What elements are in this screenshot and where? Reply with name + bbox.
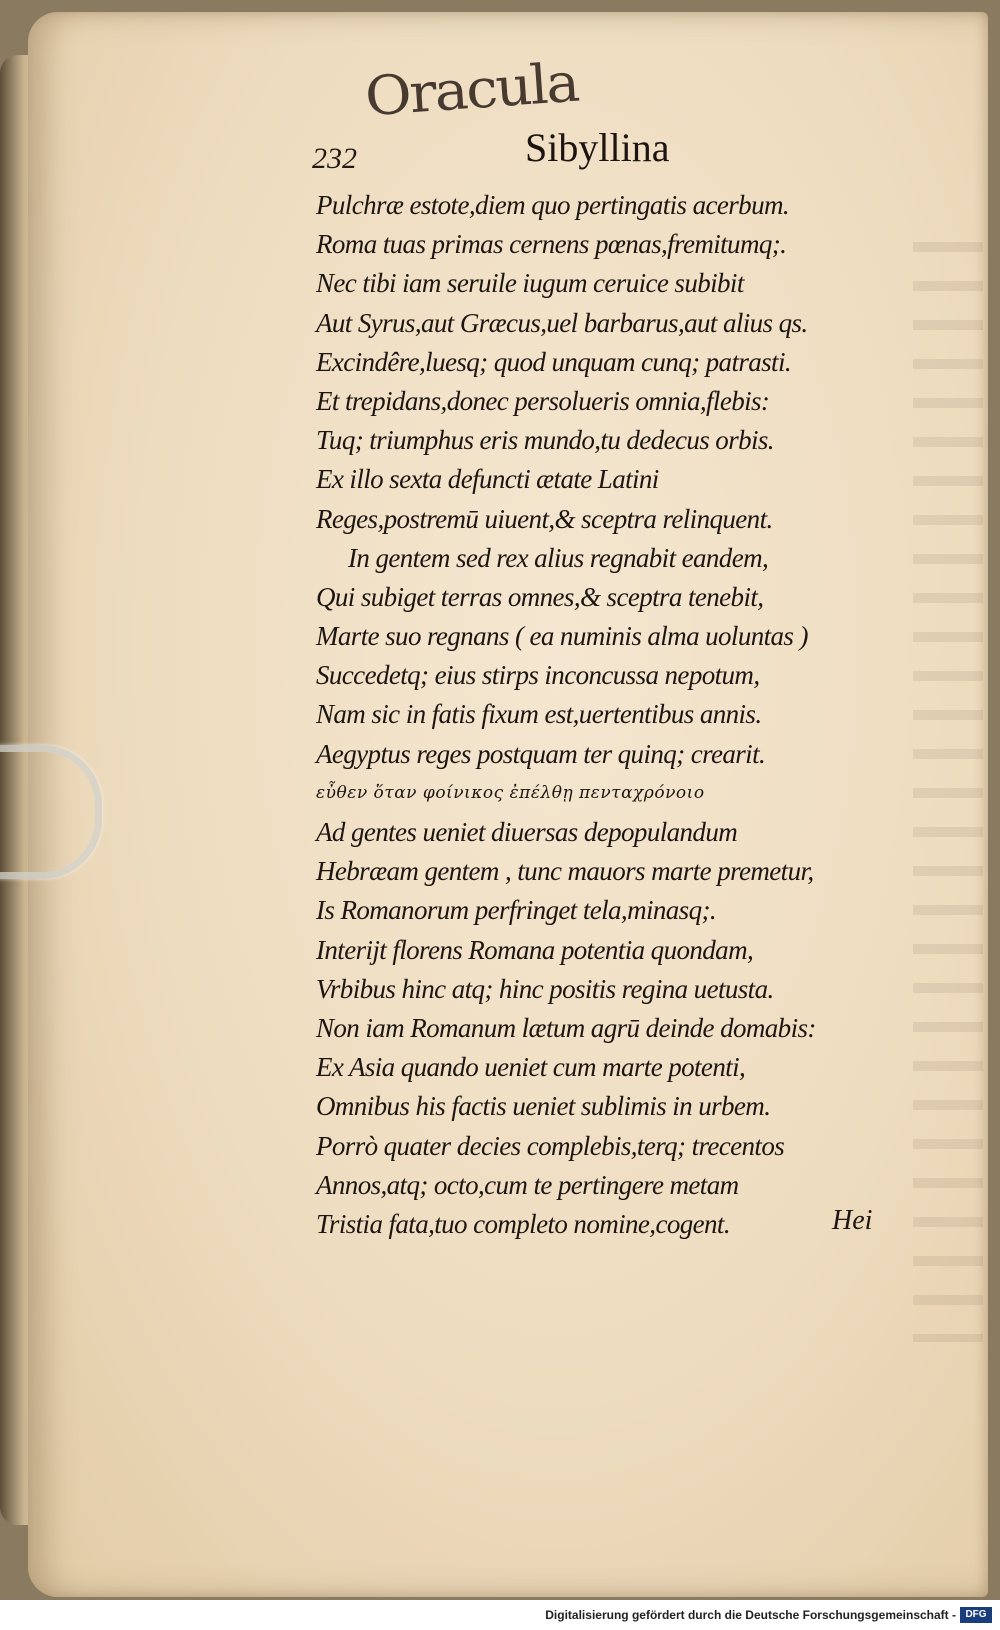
verse-line: Pulchræ estote,diem quo pertingatis acerbum.: [316, 190, 790, 220]
verse-line: Ex illo sexta defuncti ætate Latini: [316, 464, 659, 495]
verse-line: Tristia fata,tuo completo nomine,cogent.: [316, 1208, 730, 1239]
verse-line: Annos,atq; octo,cum te pertingere metam: [316, 1169, 739, 1200]
show-through-text: [913, 242, 983, 1342]
paperclip-image: [0, 745, 102, 879]
catchword: Hei: [832, 1205, 873, 1236]
verse-line: Omnibus his factis ueniet sublimis in urbem.: [316, 1091, 771, 1122]
verse-line: In gentem sed rex alius regnabit eandem,: [348, 542, 769, 573]
verse-line: Porrò quater decies complebis,terq; trecentos: [316, 1130, 785, 1161]
verse-line: Marte suo regnans ( ea numinis alma uoluntas ): [316, 621, 808, 652]
verse-line: Reges,postremū uiuent,& sceptra relinquent.: [316, 503, 773, 534]
handwritten-annotation: Oracula: [362, 50, 580, 129]
verse-line: Succedetq; eius stirps inconcussa nepotum,: [316, 660, 760, 691]
verse-line: Excindêre,luesq; quod unquam cunq; patrasti.: [316, 346, 792, 377]
running-head: Sibyllina: [525, 125, 670, 170]
verse-line: Ex Asia quando ueniet cum marte potenti,: [316, 1052, 746, 1083]
verse-line: Qui subiget terras omnes,& sceptra tenebit,: [316, 581, 764, 612]
footer-bar: [0, 1600, 1000, 1630]
verse-line: Is Romanorum perfringet tela,minasq;.: [316, 895, 717, 926]
verse-line: Nam sic in fatis fixum est,uertentibus annis.: [316, 699, 762, 730]
verse-line: Ad gentes ueniet diuersas depopulandum: [316, 817, 738, 847]
verse-line: Interijt florens Romana potentia quondam,: [316, 934, 754, 965]
verse-text-block: [316, 186, 896, 1244]
verse-line: Nec tibi iam seruile iugum ceruice subibit: [316, 268, 744, 299]
greek-verse-line: εὖθεν ὅταν φοίνικος ἐπέλθῃ πενταχρόνοιο: [316, 782, 705, 803]
dfg-logo: DFG: [960, 1607, 992, 1623]
verse-line: Et trepidans,donec persolueris omnia,flebis:: [316, 385, 770, 416]
verse-line: Roma tuas primas cernens pœnas,fremitumq;.: [316, 229, 787, 260]
page-number: 232: [312, 142, 357, 175]
verse-line: Vrbibus hinc atq; hinc positis regina uetusta.: [316, 973, 774, 1004]
verse-line: Hebræam gentem , tunc mauors marte premetur,: [316, 856, 814, 887]
verse-line: Tuq; triumphus eris mundo,tu dedecus orbis.: [316, 425, 774, 456]
verse-line: Aegyptus reges postquam ter quinq; crearit.: [316, 738, 766, 769]
verse-line: Aut Syrus,aut Græcus,uel barbarus,aut alius qs.: [316, 307, 808, 338]
verse-line: Non iam Romanum lætum agrū deinde domabis:: [316, 1012, 816, 1043]
funding-credit: Digitalisierung gefördert durch die Deutsche Forschungsgemeinschaft -: [545, 1608, 956, 1622]
